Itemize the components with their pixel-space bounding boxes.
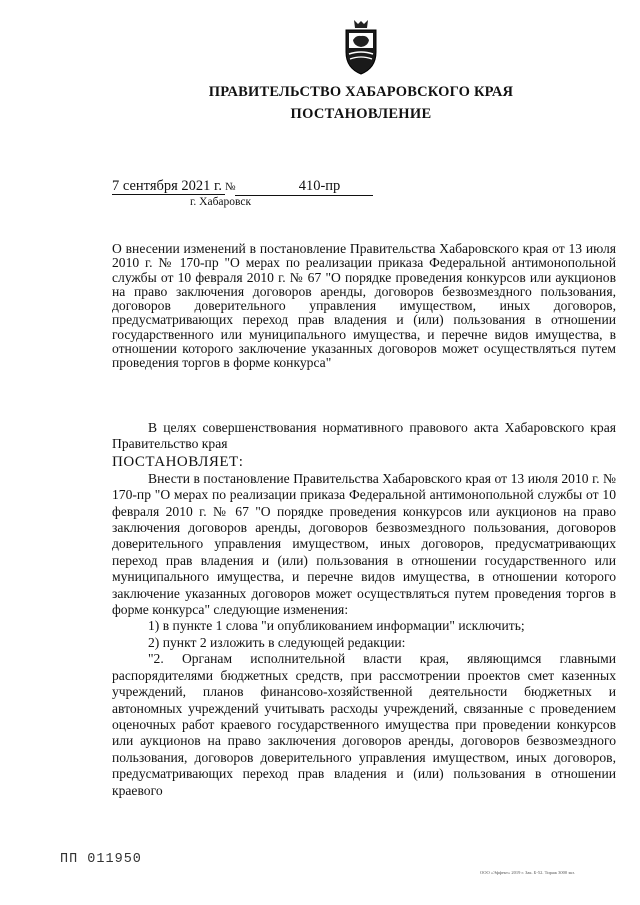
decree-word: ПОСТАНОВЛЯЕТ: <box>112 453 244 470</box>
quoted-paragraph: "2. Органам исполнительной власти края, являющимся главными распорядителями бюджетных средств, при рассмотрении проектов смет казенных учреждений, планов финансово-хозяйственной деятельности бюджетных и автономных учреждений учитывать расходы учреждений, связанные с проведением оценочных работ краевого государственного имущества при проведении конкурсов или аукционов на право заключения договоров аренды, договоров безвозмездного пользования, договоров доверительного управления имуществом, иных договоров, предусматривающих переход прав владения и (или) пользования в отношении краевого <box>112 651 616 798</box>
document-subject: О внесении изменений в постановление Правительства Хабаровского края от 13 июля 2010 г. № 170-пр "О мерах по реализации приказа Федеральной антимонопольной службы от 10 февраля 2010 г. № 67 "О порядке проведения конкурсов или аукционов на право заключения договоров аренды, договоров безвозмездного пользования, договоров доверительного управления имуществом, иных договоров, предусматривающих переход прав владения и (или) пользования в отношении государственного или муниципального имущества, и перечне видов имущества, в отношении которого заключение указанных договоров может осуществляться путем проведения торгов в форме конкурса" <box>112 241 616 371</box>
item-2: 2) пункт 2 изложить в следующей редакции: <box>148 634 406 650</box>
document-body <box>112 420 616 799</box>
document-number: 410-пр <box>235 178 373 196</box>
print-info: ООО «Эффект» 2019 г. Зак. Б-52. Тираж 3000 экз. <box>480 870 576 875</box>
date-number-line <box>112 178 373 196</box>
coat-of-arms-icon <box>342 18 380 76</box>
document-city: г. Хабаровск <box>190 196 252 208</box>
item-1: 1) в пункте 1 слова "и опубликованием информации" исключить; <box>148 618 525 634</box>
preamble-paragraph: В целях совершенствования нормативного правового акта Хабаровского края Правительство края <box>112 420 616 452</box>
document-date: 7 сентября 2021 г. <box>112 178 225 195</box>
number-sign: № <box>224 181 236 193</box>
government-title: ПРАВИТЕЛЬСТВО ХАБАРОВСКОГО КРАЯ <box>208 84 514 100</box>
form-serial-number: ПП 011950 <box>60 852 142 867</box>
document-type: ПОСТАНОВЛЕНИЕ <box>290 106 432 122</box>
paragraph-1: Внести в постановление Правительства Хабаровского края от 13 июля 2010 г. № 170-пр "О мерах по реализации приказа Федеральной антимонопольной службы от 10 февраля 2010 г. № 67 "О порядке проведения конкурсов или аукционов на право заключения договоров аренды, договоров безвозмездного пользования, договоров доверительного управления имуществом, иных договоров, предусматривающих переход прав владения и (или) пользования в отношении государственного или муниципального имущества, и перечне видов имущества, в отношении которого заключение указанных договоров может осуществляться путем проведения торгов в форме конкурса" следующие изменения: <box>112 470 616 618</box>
